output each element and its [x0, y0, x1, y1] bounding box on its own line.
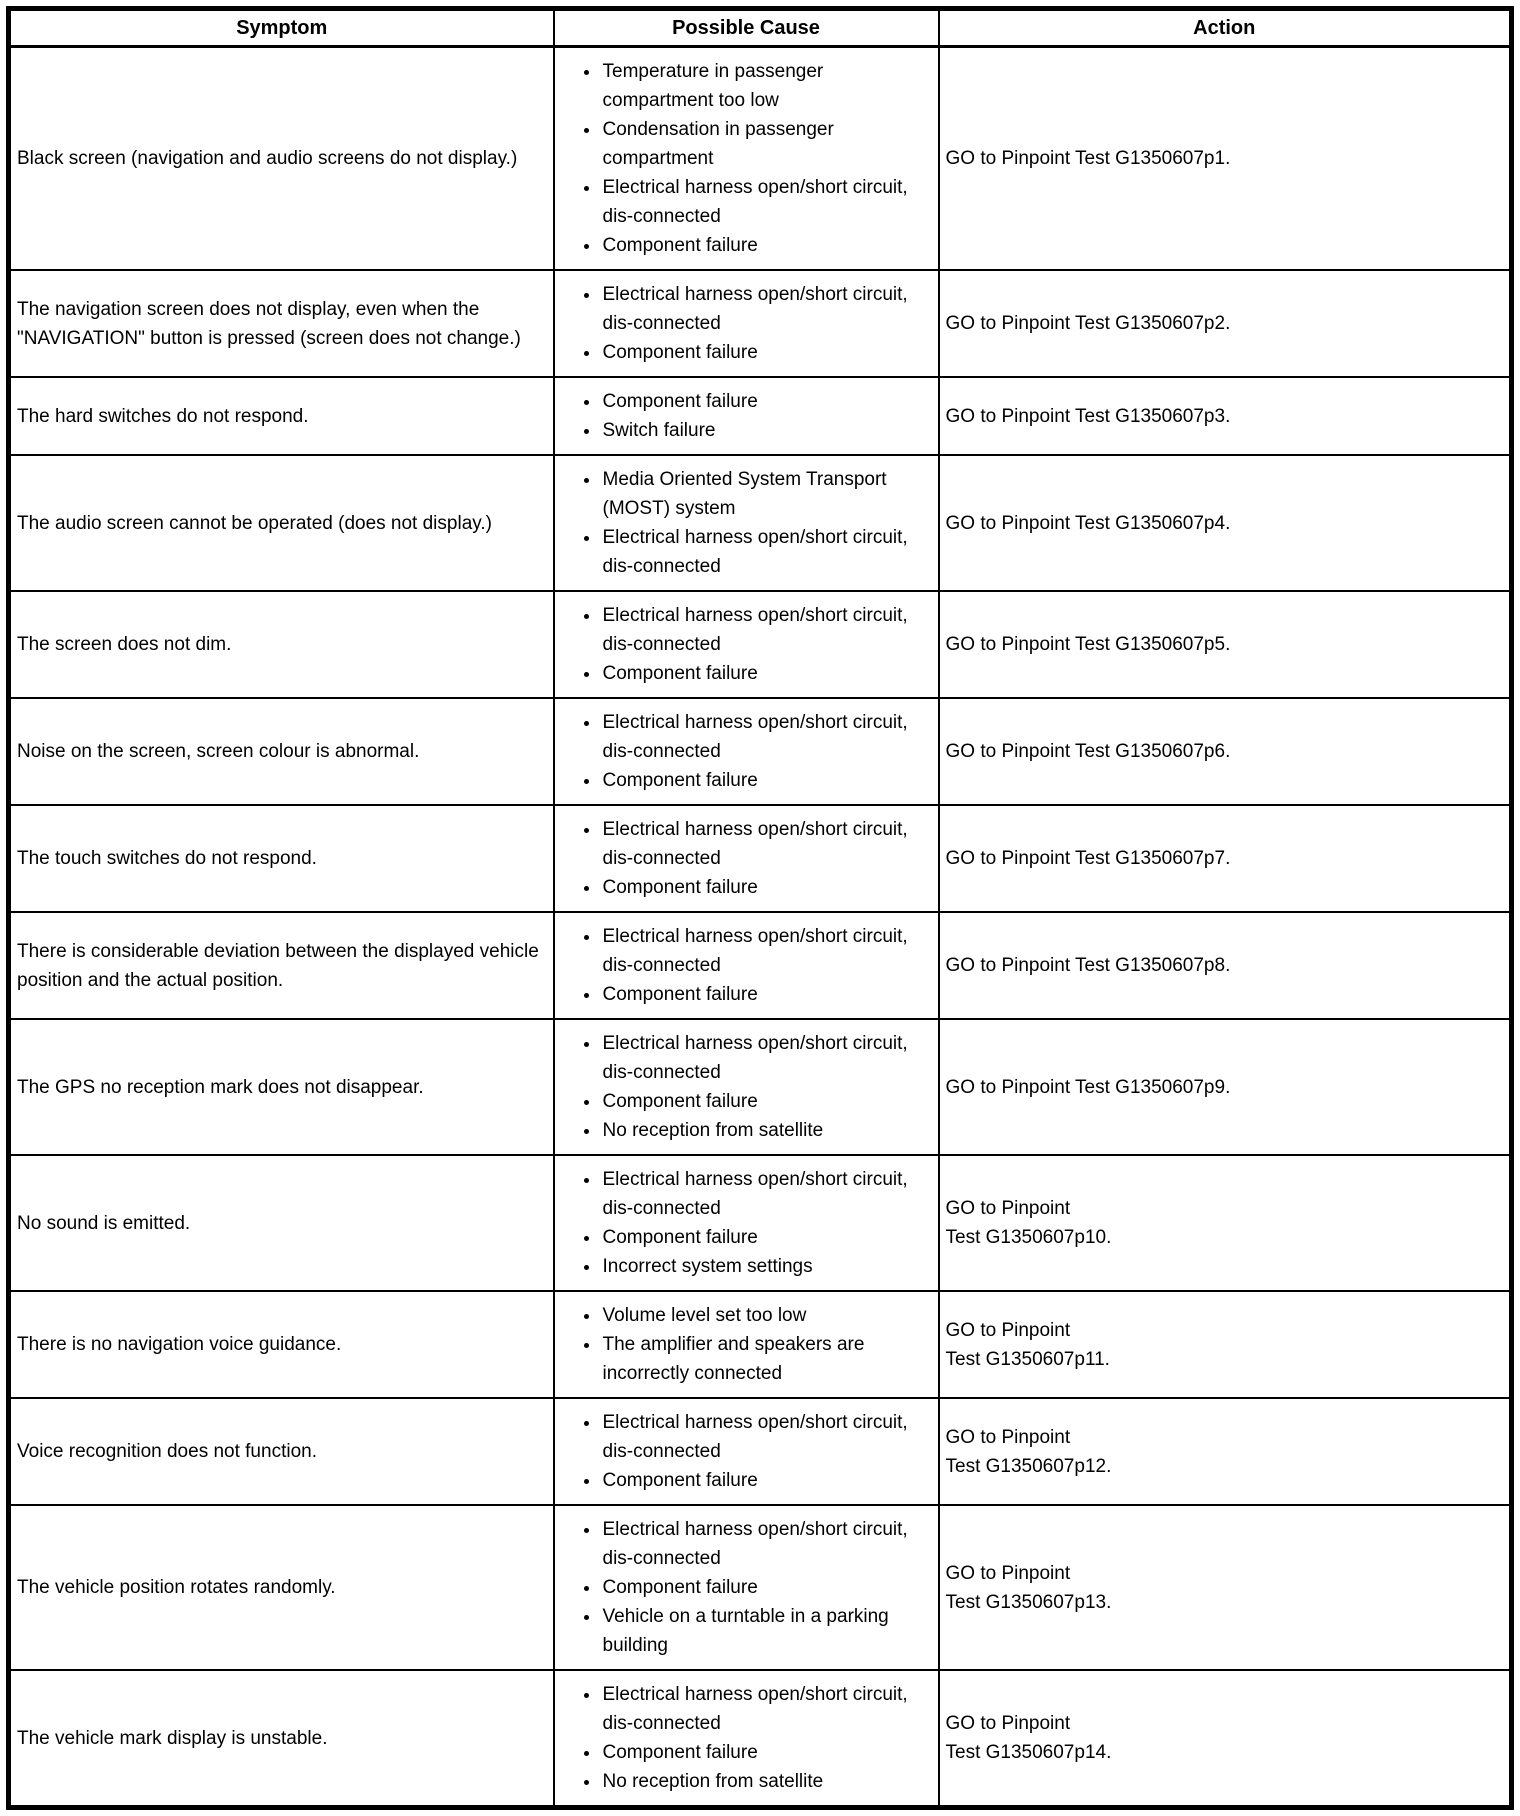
cause-item: • Component failure [601, 387, 932, 416]
symptom-cell: The vehicle position rotates randomly. [9, 1505, 554, 1670]
cause-item: • Electrical harness open/short circuit, dis-connected [601, 1680, 932, 1738]
cause-item: • Component failure [601, 1573, 932, 1602]
cause-item: • Component failure [601, 1738, 932, 1767]
cause-list [561, 280, 932, 367]
header-possible-cause: Possible Cause [554, 9, 939, 47]
header-symptom: Symptom [9, 9, 554, 47]
table-row [9, 1019, 1512, 1155]
symptom-cell: The audio screen cannot be operated (does not display.) [9, 455, 554, 591]
symptom-cell: The GPS no reception mark does not disappear. [9, 1019, 554, 1155]
symptom-cell: Noise on the screen, screen colour is abnormal. [9, 698, 554, 805]
cause-item: • No reception from satellite [601, 1767, 932, 1796]
possible-cause-cell [554, 805, 939, 912]
cause-item: • Component failure [601, 659, 932, 688]
action-cell: GO to Pinpoint Test G1350607p3. [939, 377, 1512, 455]
cause-item: • Electrical harness open/short circuit, dis-connected [601, 922, 932, 980]
cause-list [561, 1301, 932, 1388]
cause-item: • The amplifier and speakers are incorrectly connected [601, 1330, 932, 1388]
possible-cause-cell [554, 1155, 939, 1291]
action-cell: GO to Pinpoint Test G1350607p1. [939, 47, 1512, 271]
action-cell: GO to Pinpoint Test G1350607p6. [939, 698, 1512, 805]
cause-item: • Component failure [601, 338, 932, 367]
symptom-cell: There is no navigation voice guidance. [9, 1291, 554, 1398]
possible-cause-cell [554, 377, 939, 455]
cause-item: • Component failure [601, 766, 932, 795]
table-row [9, 47, 1512, 271]
action-cell: GO to Pinpoint Test G1350607p9. [939, 1019, 1512, 1155]
cause-list [561, 1029, 932, 1145]
cause-list [561, 708, 932, 795]
table-body [9, 47, 1512, 1808]
cause-item: • Electrical harness open/short circuit, dis-connected [601, 1408, 932, 1466]
cause-list [561, 1408, 932, 1495]
cause-list [561, 815, 932, 902]
cause-item: • Electrical harness open/short circuit, dis-connected [601, 1515, 932, 1573]
cause-list [561, 922, 932, 1009]
possible-cause-cell [554, 270, 939, 377]
cause-item: • Electrical harness open/short circuit, dis-connected [601, 280, 932, 338]
possible-cause-cell [554, 912, 939, 1019]
possible-cause-cell [554, 1398, 939, 1505]
symptom-chart-table [6, 6, 1514, 1810]
cause-item: • Component failure [601, 1087, 932, 1116]
cause-item: • Switch failure [601, 416, 932, 445]
cause-item: • Electrical harness open/short circuit, dis-connected [601, 1165, 932, 1223]
cause-list [561, 1515, 932, 1660]
symptom-cell: The touch switches do not respond. [9, 805, 554, 912]
action-cell: GO to Pinpoint Test G1350607p7. [939, 805, 1512, 912]
action-cell: GO to Pinpoint Test G1350607p4. [939, 455, 1512, 591]
cause-item: • Component failure [601, 1466, 932, 1495]
cause-list [561, 1680, 932, 1796]
table-row [9, 698, 1512, 805]
action-cell: GO to Pinpoint Test G1350607p8. [939, 912, 1512, 1019]
action-cell: GO to Pinpoint Test G1350607p11. [939, 1291, 1512, 1398]
cause-item: • Electrical harness open/short circuit, dis-connected [601, 173, 932, 231]
action-cell: GO to Pinpoint Test G1350607p5. [939, 591, 1512, 698]
cause-list [561, 465, 932, 581]
cause-item: • Temperature in passenger compartment too low [601, 57, 932, 115]
header-row [9, 9, 1512, 47]
symptom-cell: The hard switches do not respond. [9, 377, 554, 455]
symptom-cell: There is considerable deviation between the displayed vehicle position and the actual position. [9, 912, 554, 1019]
action-cell: GO to Pinpoint Test G1350607p12. [939, 1398, 1512, 1505]
possible-cause-cell [554, 455, 939, 591]
action-cell: GO to Pinpoint Test G1350607p14. [939, 1670, 1512, 1808]
cause-item: • Component failure [601, 980, 932, 1009]
cause-item: • Incorrect system settings [601, 1252, 932, 1281]
cause-item: • Electrical harness open/short circuit, dis-connected [601, 708, 932, 766]
possible-cause-cell [554, 1019, 939, 1155]
table-row [9, 455, 1512, 591]
cause-item: • Electrical harness open/short circuit, dis-connected [601, 523, 932, 581]
action-cell: GO to Pinpoint Test G1350607p13. [939, 1505, 1512, 1670]
cause-item: • No reception from satellite [601, 1116, 932, 1145]
table-row [9, 912, 1512, 1019]
possible-cause-cell [554, 698, 939, 805]
table-row [9, 591, 1512, 698]
symptom-cell: Black screen (navigation and audio screens do not display.) [9, 47, 554, 271]
symptom-cell: No sound is emitted. [9, 1155, 554, 1291]
possible-cause-cell [554, 591, 939, 698]
table-row [9, 805, 1512, 912]
header-action: Action [939, 9, 1512, 47]
cause-item: • Electrical harness open/short circuit, dis-connected [601, 1029, 932, 1087]
cause-item: • Volume level set too low [601, 1301, 932, 1330]
table-row [9, 1670, 1512, 1808]
cause-list [561, 57, 932, 260]
table-row [9, 377, 1512, 455]
cause-item: • Electrical harness open/short circuit, dis-connected [601, 815, 932, 873]
cause-list [561, 1165, 932, 1281]
table-row [9, 1291, 1512, 1398]
action-cell: GO to Pinpoint Test G1350607p2. [939, 270, 1512, 377]
symptom-cell: The screen does not dim. [9, 591, 554, 698]
cause-item: • Component failure [601, 231, 932, 260]
symptom-cell: The navigation screen does not display, even when the "NAVIGATION" button is pressed (screen does not change.) [9, 270, 554, 377]
table-row [9, 1505, 1512, 1670]
table-row [9, 1155, 1512, 1291]
possible-cause-cell [554, 1291, 939, 1398]
cause-item: • Component failure [601, 873, 932, 902]
cause-list [561, 387, 932, 445]
cause-item: • Condensation in passenger compartment [601, 115, 932, 173]
possible-cause-cell [554, 1670, 939, 1808]
symptom-cell: Voice recognition does not function. [9, 1398, 554, 1505]
symptom-cell: The vehicle mark display is unstable. [9, 1670, 554, 1808]
cause-item: • Component failure [601, 1223, 932, 1252]
action-cell: GO to Pinpoint Test G1350607p10. [939, 1155, 1512, 1291]
cause-list [561, 601, 932, 688]
possible-cause-cell [554, 1505, 939, 1670]
table-row [9, 1398, 1512, 1505]
table-row [9, 270, 1512, 377]
cause-item: • Vehicle on a turntable in a parking building [601, 1602, 932, 1660]
cause-item: • Media Oriented System Transport (MOST) system [601, 465, 932, 523]
cause-item: • Electrical harness open/short circuit, dis-connected [601, 601, 932, 659]
possible-cause-cell [554, 47, 939, 271]
